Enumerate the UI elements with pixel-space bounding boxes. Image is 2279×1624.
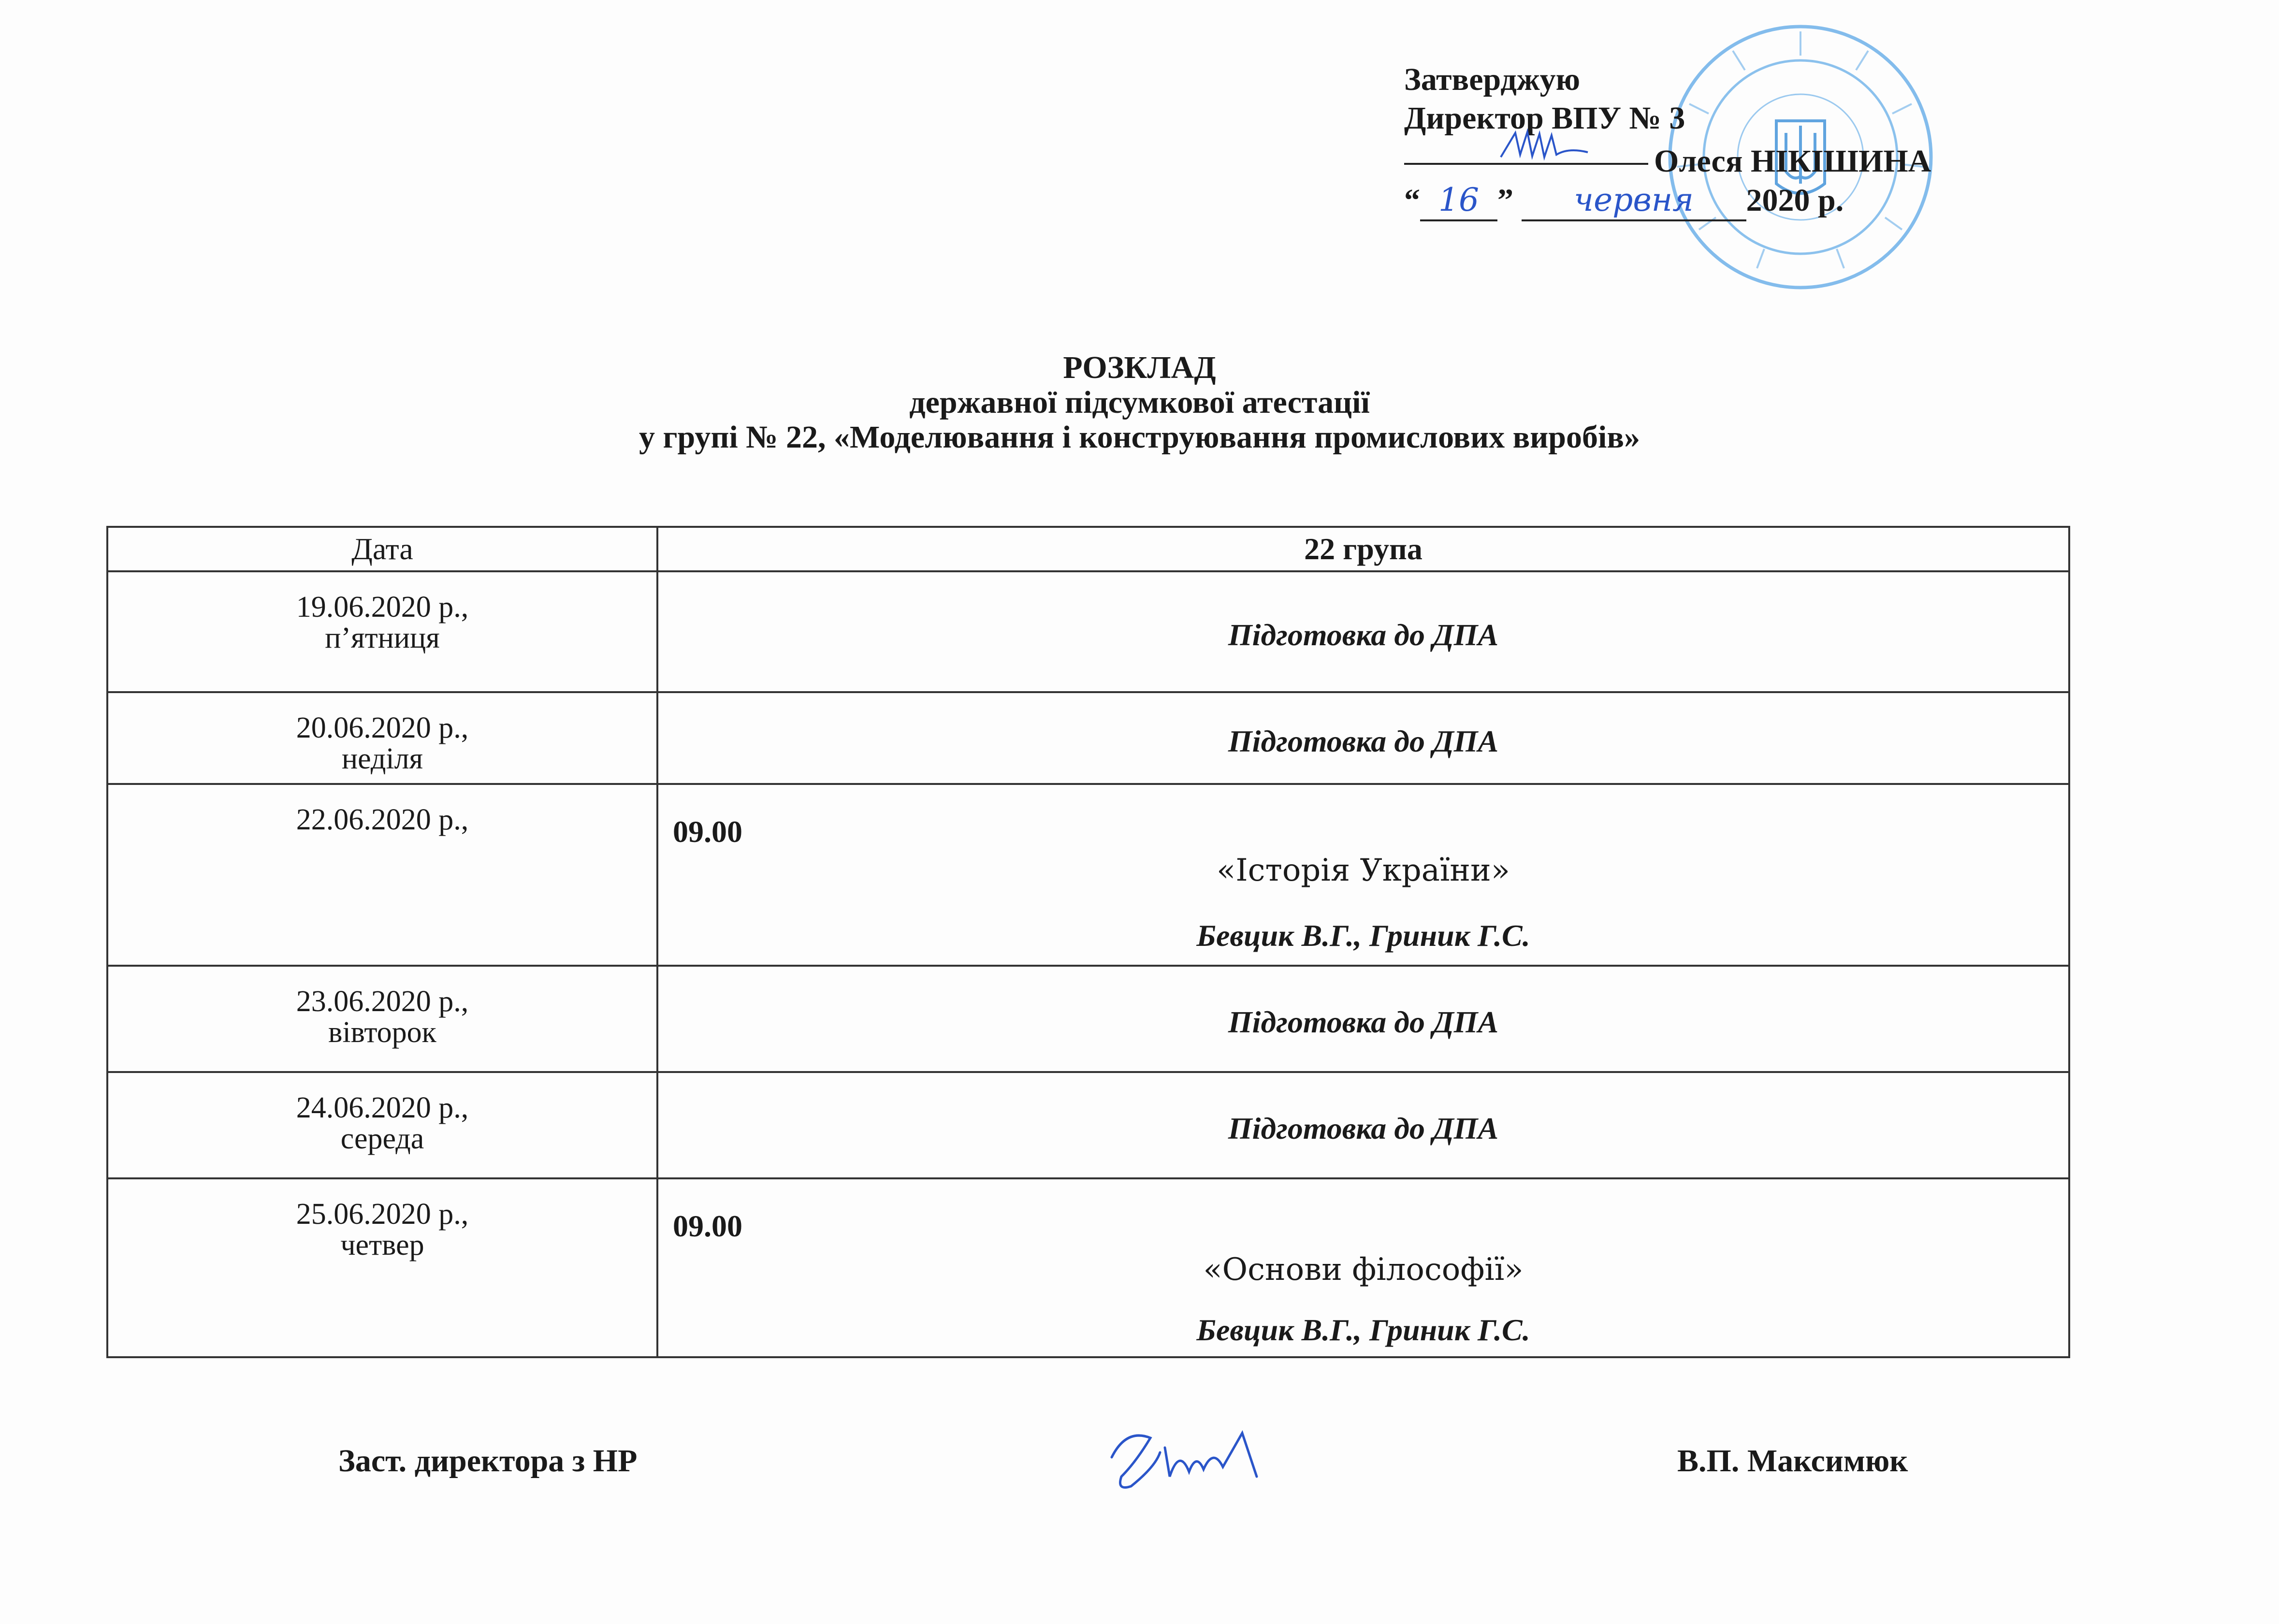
date-cell [107,1178,657,1357]
weekday-value: п’ятниця [325,622,440,654]
approval-label: Затверджую [1404,62,1580,97]
table-row [107,571,2069,692]
document-title [0,350,2279,455]
director-title: Директор ВПУ № 3 [1404,101,1685,136]
approval-month: червня [1522,181,1746,221]
title-line-2: державної підсумкової атестації [909,385,1370,420]
date-cell [107,692,657,784]
date-cell [107,571,657,692]
activity-cell: Підготовка до ДПА [657,966,2069,1072]
table-header-row [107,527,2069,571]
activity-cell: Підготовка до ДПА [657,692,2069,784]
date-value: 19.06.2020 р., [296,591,469,624]
date-cell [107,1072,657,1178]
table-row [107,784,2069,966]
table-row [107,692,2069,784]
title-line-1: РОЗКЛАД [1063,350,1216,385]
weekday-value: четвер [340,1229,424,1262]
header-group: 22 група [657,527,2069,571]
director-signature-line [1404,138,1931,181]
exam-cell [657,1178,2069,1357]
exam-subject: «Історія України» [1217,853,1510,888]
exam-time: 09.00 [673,1209,742,1243]
date-cell [107,784,657,966]
director-name: Олеся НІКІШИНА [1654,144,1931,179]
date-value: 20.06.2020 р., [296,711,469,744]
date-value: 23.06.2020 р., [296,985,469,1018]
table-row [107,1072,2069,1178]
table-row [107,966,2069,1072]
date-value: 22.06.2020 р., [296,803,469,836]
deputy-signature [1097,1419,1281,1515]
exam-teachers: Бевцик В.Г., Гриник Г.С. [1196,1313,1530,1347]
deputy-position: Заст. директора з НР [338,1443,638,1479]
activity-cell: Підготовка до ДПА [657,571,2069,692]
approval-day: 16 [1420,181,1497,221]
approval-date [1404,181,1931,221]
exam-teachers: Бевцик В.Г., Гриник Г.С. [1196,918,1530,953]
deputy-name: В.П. Максимюк [1677,1443,1908,1479]
table-row [107,1178,2069,1357]
quote-open: “ [1404,183,1420,218]
date-value: 24.06.2020 р., [296,1091,469,1124]
exam-cell [657,784,2069,966]
title-line-3: у групі № 22, «Моделювання і конструювання промислових виробів» [639,420,1640,455]
schedule-table [106,526,2070,1358]
exam-subject: «Основи філософії» [1203,1252,1524,1288]
weekday-value: вівторок [328,1016,436,1049]
activity-cell: Підготовка до ДПА [657,1072,2069,1178]
date-cell [107,966,657,1072]
quote-close: ” [1497,183,1513,218]
weekday-value: неділя [341,742,423,775]
date-value: 25.06.2020 р., [296,1198,469,1231]
weekday-value: середа [340,1122,424,1155]
approval-year: 2020 р. [1746,183,1844,218]
director-signature [1404,138,1648,165]
header-date: Дата [107,527,657,571]
approval-block [1404,60,1931,221]
exam-time: 09.00 [673,814,742,849]
director-signature-scribble [1404,128,1648,162]
